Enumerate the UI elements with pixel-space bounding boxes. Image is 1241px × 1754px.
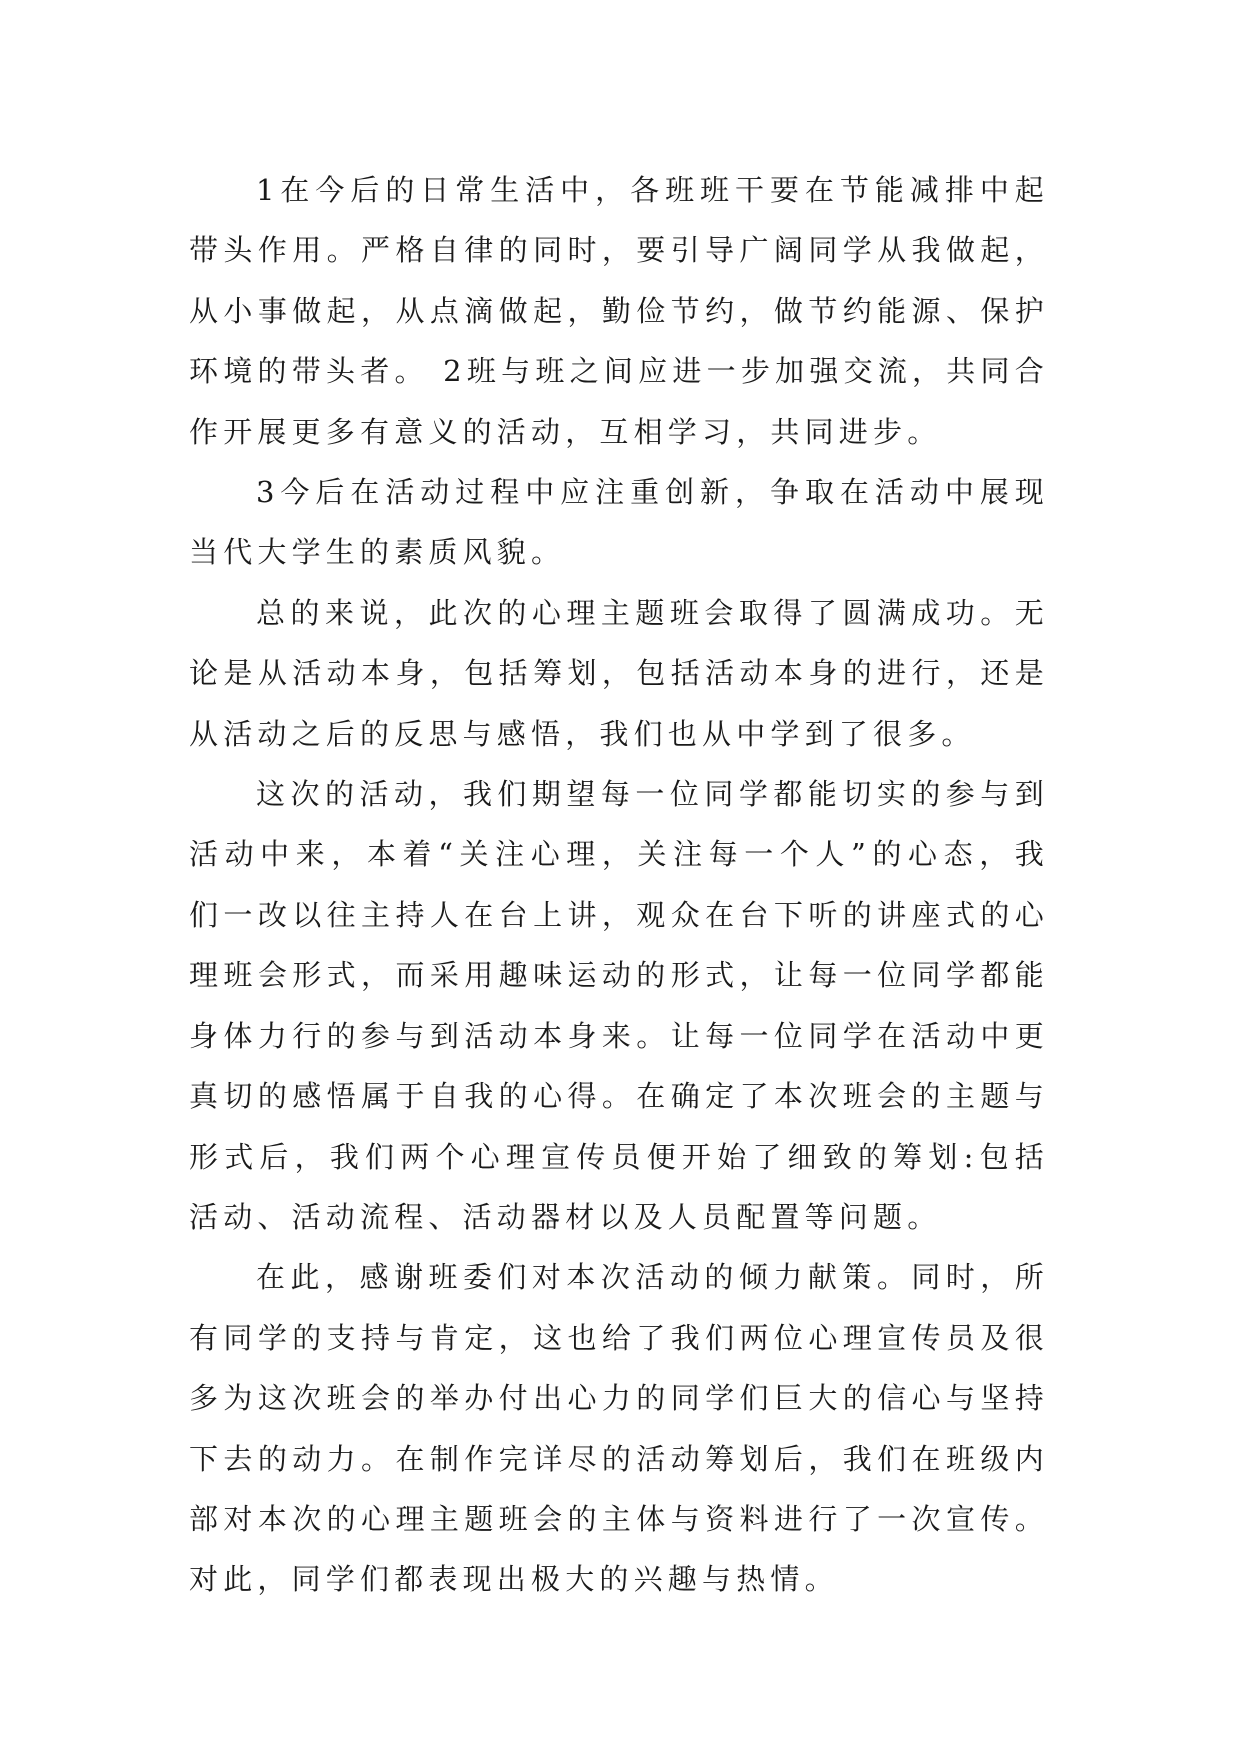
paragraph-2: 3今后在活动过程中应注重创新，争取在活动中展现当代大学生的素质风貌。	[189, 475, 1049, 570]
paragraph-5: 在此，感谢班委们对本次活动的倾力献策。同时，所有同学的支持与肯定，这也给了我们两位心理宣传员及很多为这次班会的举办付出心力的同学们巨大的信心与坚持下去的动力。在制作完详尽的活动筹划后，我们在班级内部对本次的心理主题班会的主体与资料进行了一次宣传。对此，同学们都表现出极大的兴趣与热情。	[189, 1260, 1049, 1597]
paragraph-1: 1在今后的日常生活中，各班班干要在节能减排中起带头作用。严格自律的同时，要引导广阔同学从我做起，从小事做起，从点滴做起，勤俭节约，做节约能源、保护环境的带头者。 2班与班之间应进一步加强交流，共同合作开展更多有意义的活动，互相学习，共同进步。	[189, 173, 1049, 449]
paragraph-4: 这次的活动，我们期望每一位同学都能切实的参与到活动中来，本着“关注心理，关注每一个人”的心态，我们一改以往主持人在台上讲，观众在台下听的讲座式的心理班会形式，而采用趣味运动的形式，让每一位同学都能身体力行的参与到活动本身来。让每一位同学在活动中更真切的感悟属于自我的心得。在确定了本次班会的主题与形式后，我们两个心理宣传员便开始了细致的筹划:包括活动、活动流程、活动器材以及人员配置等问题。	[189, 777, 1049, 1234]
paragraph-3: 总的来说，此次的心理主题班会取得了圆满成功。无论是从活动本身，包括筹划，包括活动本身的进行，还是从活动之后的反思与感悟，我们也从中学到了很多。	[189, 595, 1049, 751]
document-body	[189, 160, 1049, 1610]
